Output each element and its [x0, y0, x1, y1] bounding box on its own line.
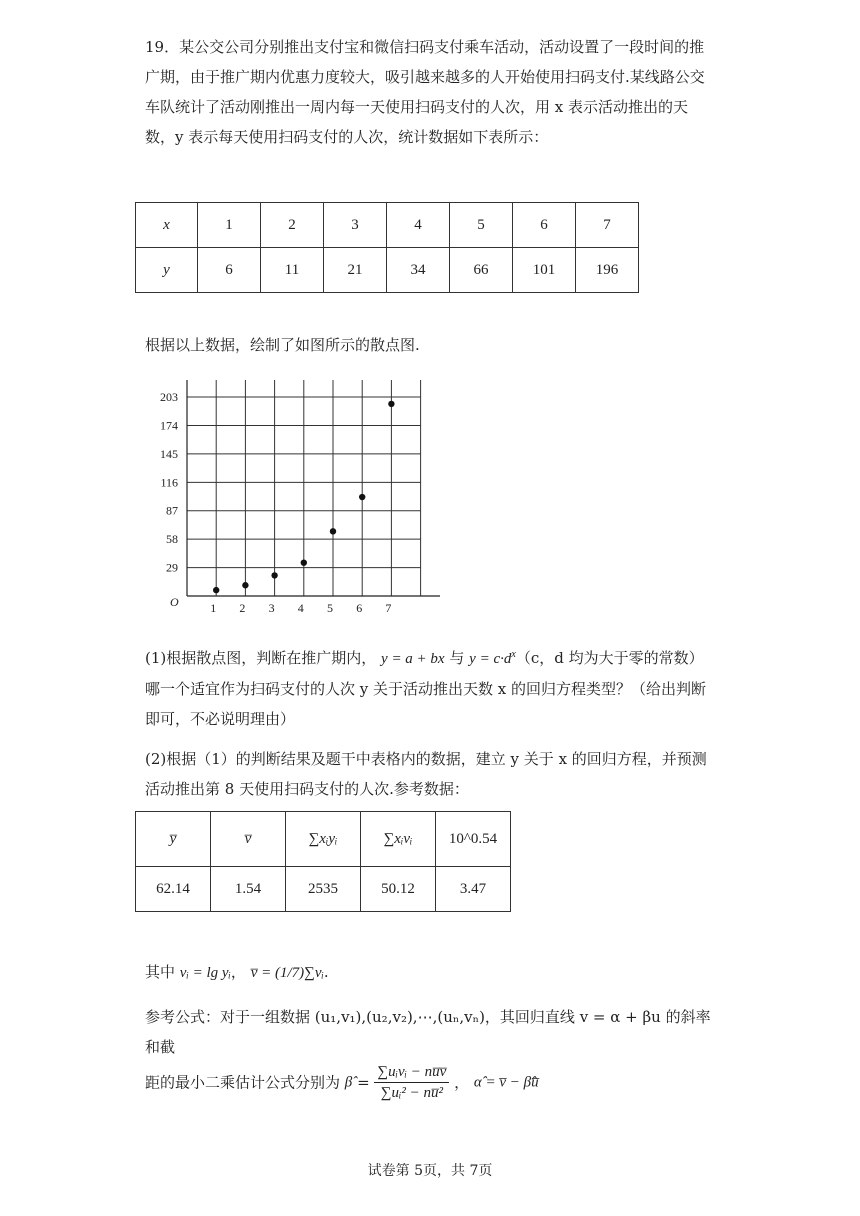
- x-cell: 3: [324, 203, 387, 248]
- x-header: x: [136, 203, 198, 248]
- table-row: [136, 203, 639, 248]
- beta-fraction: ∑uᵢvᵢ − nu̅v̅ ∑uᵢ² − nu̅²: [374, 1062, 449, 1103]
- table-cell: 2535: [286, 867, 361, 912]
- y-tick-label: 116: [160, 475, 178, 490]
- definition-line: 其中 vᵢ = lg yᵢ， v̅ = (1/7)∑vᵢ.: [145, 963, 329, 981]
- x-tick-label: 2: [239, 601, 246, 615]
- x-cell: 5: [450, 203, 513, 248]
- data-point: [330, 528, 336, 534]
- y-tick-label: 174: [160, 418, 178, 433]
- y-cell: 196: [576, 248, 639, 293]
- table-header: ∑xᵢvᵢ: [361, 812, 436, 867]
- x-cell: 7: [576, 203, 639, 248]
- data-point: [388, 401, 394, 407]
- table-row: [136, 248, 639, 293]
- data-point: [242, 582, 248, 588]
- y-cell: 101: [513, 248, 576, 293]
- x-cell: 4: [387, 203, 450, 248]
- y-header: y: [136, 248, 198, 293]
- reference-formula-line1: 参考公式：对于一组数据 (u₁,v₁),(u₂,v₂),⋯,(uₙ,vₙ)，其回归直线 v = α + βu 的斜率和截: [145, 1008, 711, 1056]
- page-footer: 试卷第 5页，共 7页: [367, 1163, 493, 1179]
- table-cell: 50.12: [361, 867, 436, 912]
- y-tick-label: 58: [166, 532, 178, 547]
- table-header: y̅: [136, 812, 211, 867]
- table-row: [136, 812, 511, 867]
- x-tick-label: 5: [327, 601, 333, 615]
- chart-intro: 根据以上数据，绘制了如图所示的散点图.: [145, 336, 420, 354]
- y-cell: 6: [198, 248, 261, 293]
- y-cell: 34: [387, 248, 450, 293]
- x-cell: 2: [261, 203, 324, 248]
- x-cell: 6: [513, 203, 576, 248]
- y-tick-label: 87: [166, 503, 178, 518]
- y-cell: 21: [324, 248, 387, 293]
- reference-table: [135, 811, 511, 912]
- origin-label: O: [170, 595, 179, 609]
- x-cell: 1: [198, 203, 261, 248]
- table-row: [136, 867, 511, 912]
- question-1: (1)根据散点图，判断在推广期内， y = a + bx 与 $y = c\cdot d^x(c$，d 均为大于零的常数）哪一个适宜作为扫码支付的人次 y 关于活动推出天数 x 的回归方程类型？（给出判断即可，不必说明理由）: [145, 649, 707, 728]
- question-2: (2)根据（1）的判断结果及题干中表格内的数据，建立 y 关于 x 的回归方程，并预测活动推出第 8 天使用扫码支付的人次.参考数据：: [145, 750, 707, 798]
- reference-formula-line2: 距的最小二乘估计公式分别为 β̂ = ∑uᵢvᵢ − nu̅v̅ ∑uᵢ² − nu̅² ， α̂ = v̅ − β̂u̅: [145, 1064, 539, 1101]
- scatter-chart: [150, 380, 440, 620]
- data-point: [213, 587, 219, 593]
- data-point: [271, 572, 277, 578]
- x-tick-label: 1: [210, 601, 217, 615]
- table-cell: 3.47: [436, 867, 511, 912]
- x-tick-label: 3: [268, 601, 275, 615]
- x-tick-label: 7: [385, 601, 392, 615]
- table-header: 10^0.54: [436, 812, 511, 867]
- x-tick-label: 6: [356, 601, 363, 615]
- y-cell: 11: [261, 248, 324, 293]
- data-point: [301, 559, 307, 565]
- table-cell: 1.54: [211, 867, 286, 912]
- y-tick-label: 203: [160, 390, 178, 405]
- data-point: [359, 494, 365, 500]
- exponential-equation: $y = c\cdot d^x$: [469, 649, 516, 667]
- problem-intro: 19．某公交公司分别推出支付宝和微信扫码支付乘车活动，活动设置了一段时间的推广期，由于推广期内优惠力度较大，吸引越来越多的人开始使用扫码支付.某线路公交车队统计了活动刚推出一周内每一天使用扫码支付的人次，用 x 表示活动推出的天数，y 表示每天使用扫码支付的人次，统计数据如下表所示：: [145, 38, 705, 146]
- y-tick-label: 145: [160, 446, 178, 461]
- x-tick-label: 4: [297, 601, 304, 615]
- y-tick-label: 29: [166, 560, 178, 575]
- table-header: ∑xᵢyᵢ: [286, 812, 361, 867]
- table-cell: 62.14: [136, 867, 211, 912]
- linear-equation: y = a + bx: [381, 651, 445, 667]
- y-cell: 66: [450, 248, 513, 293]
- table-header: v̅: [211, 812, 286, 867]
- data-table: [135, 202, 639, 293]
